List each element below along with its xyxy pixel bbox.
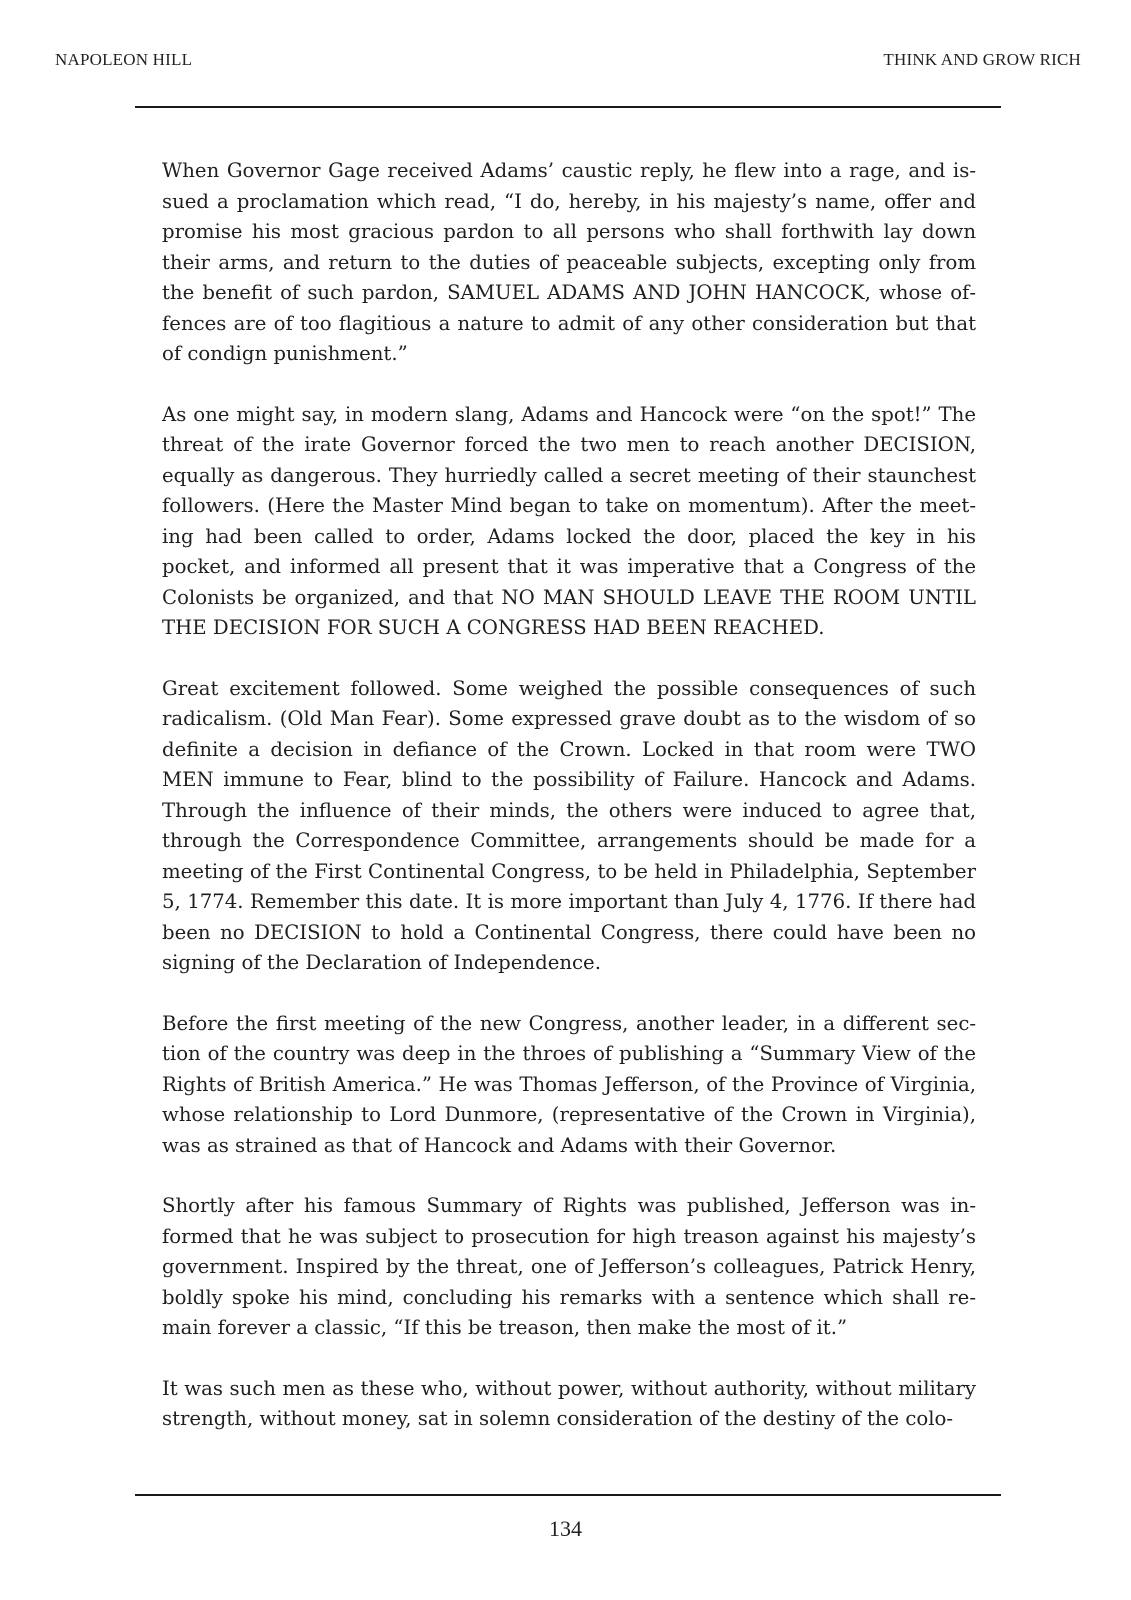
paragraph: When Governor Gage received Adams’ caustic reply, he flew into a rage, and issued a proclamation which read, “I do, hereby, in his majesty’s name, offer and promise his most gracious pardon to all persons who shall forthwith lay down their arms, and return to the duties of peaceable subjects, excepting only from the benefit of such pardon, SAMUEL ADAMS AND JOHN HANCOCK, whose offences are of too flagitious a nature to admit of any other consideration but that of condign punishment.” <box>162 159 976 365</box>
page-body <box>162 156 976 1465</box>
paragraph: Before the first meeting of the new Congress, another leader, in a different section of the country was deep in the throes of publishing a “Summary View of the Rights of British America.” He was Thomas Jefferson, of the Province of Virginia, whose relationship to Lord Dunmore, (representative of the Crown in Virginia), was as strained as that of Hancock and Adams with their Governor. <box>162 1011 976 1157</box>
paragraph: As one might say, in modern slang, Adams and Hancock were “on the spot!” The threat of the irate Governor forced the two men to reach another DECISION, equally as dangerous. They hurriedly called a secret meeting of their staunchest followers. (Here the Master Mind began to take on momentum). After the meeting had been called to order, Adams locked the door, placed the key in his pocket, and informed all present that it was imperative that a Congress of the Colonists be organized, and that NO MAN SHOULD LEAVE THE ROOM UNTIL THE DECISION FOR SUCH A CONGRESS HAD BEEN REACHED. <box>162 402 976 639</box>
header-rule <box>135 106 1001 108</box>
footer-rule <box>135 1494 1001 1496</box>
paragraph: Great excitement followed. Some weighed the possible consequences of such radicalism. (Old Man Fear). Some expressed grave doubt as to the wisdom of so definite a decision in defiance of the Crown. Locked in that room were TWO MEN immune to Fear, blind to the possibility of Failure. Hancock and Adams. Through the influence of their minds, the others were induced to agree that, through the Correspondence Committee, arrangements should be made for a meeting of the First Continental Congress, to be held in Philadelphia, September 5, 1774. Remember this date. It is more important than July 4, 1776. If there had been no DECISION to hold a Continental Congress, there could have been no signing of the Declaration of Independence. <box>162 676 976 974</box>
header-author: NAPOLEON HILL <box>55 50 193 69</box>
paragraph: Shortly after his famous Summary of Rights was published, Jefferson was informed that he was subject to prosecution for high treason against his majesty’s government. Inspired by the threat, one of Jefferson’s colleagues, Patrick Henry, boldly spoke his mind, concluding his remarks with a sentence which shall remain forever a classic, “If this be treason, then make the most of it.” <box>162 1194 976 1339</box>
header-book-title: THINK AND GROW RICH <box>883 50 1081 69</box>
paragraph: It was such men as these who, without power, without authority, without military strength, without money, sat in solemn consideration of the destiny of the colo- <box>162 1376 976 1430</box>
running-header <box>0 50 1131 74</box>
page-number: 134 <box>549 1516 582 1541</box>
